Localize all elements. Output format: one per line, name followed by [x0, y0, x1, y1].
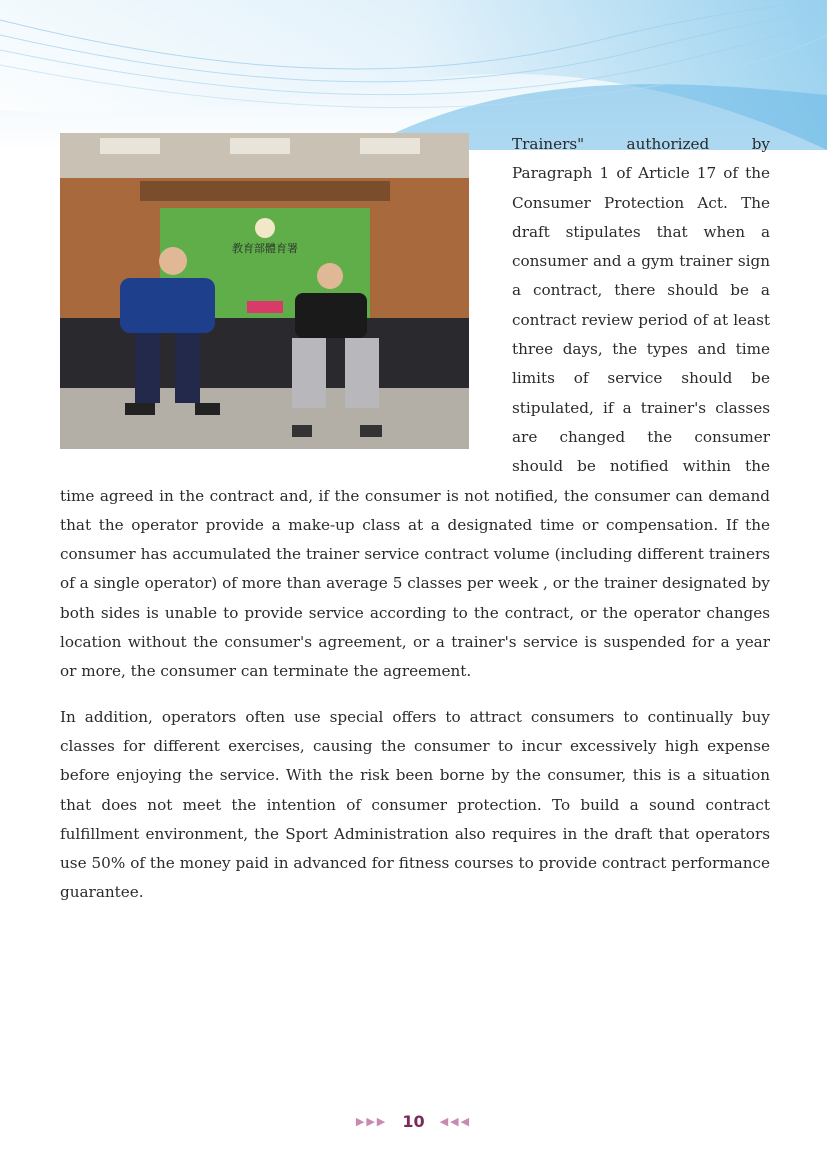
left-arrows-icon: ▶▶▶ — [355, 1115, 388, 1128]
page-number: 10 — [402, 1112, 425, 1131]
photo-wrap-spacer — [60, 130, 512, 462]
page-footer — [0, 1112, 827, 1131]
article-body — [60, 130, 770, 908]
banner-text: 教育部體育署 — [232, 242, 298, 255]
header-wave-decoration — [0, 0, 827, 150]
right-arrows-icon: ◀◀◀ — [439, 1115, 472, 1128]
paragraph-2: In addition, operators often use special offers to attract consumers to continually buy classes for different exercises, causing the consumer to incur excessively high expense before enjoying the service. With the risk been borne by the consumer, this is a situation that does not meet the intention of consumer protection. To build a sound contract fulfillment environment, the Sport Administration also requires in the draft that operators use 50% of the money paid in advanced for fitness courses to provide contract performance guarantee. — [60, 707, 770, 902]
paragraph-1: Trainers" authorized by Paragraph 1 of Article 17 of the Consumer Protection Act. The draft stipulates that when a consumer and a gym trainer sign a contract, there should be a contract review period of at least three days, the types and time limits of service should be stipulated, if a trainer's classes are changed the consumer should be notified within the time agreed in the contract and, if the consumer is not notified, the consumer can demand that the operator provide a make-up class at a designated time or compensation. If the consumer has accumulated the trainer service contract volume (including different trainers of a single operator) of more than average 5 classes per week , or the trainer designated by both sides is unable to provide service according to the contract, or the operator changes location without the consumer's agreement, or a trainer's service is suspended for a year or more, the consumer can terminate the agreement. — [60, 135, 770, 681]
